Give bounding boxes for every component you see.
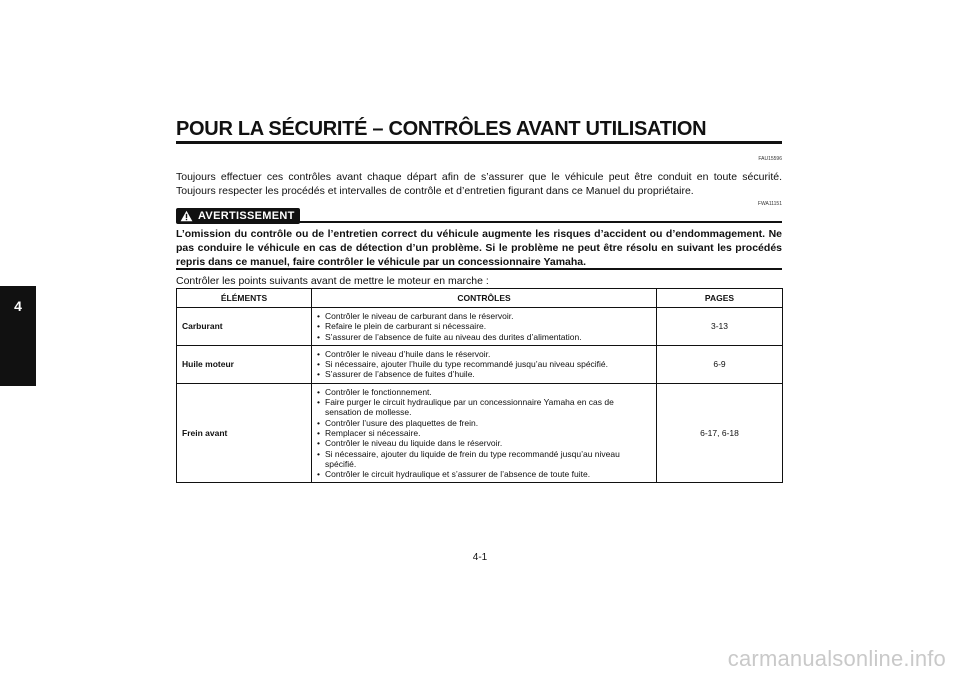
check-item: • Remplacer si nécessaire.	[317, 428, 651, 438]
page-number: 4-1	[472, 552, 488, 563]
section-tab	[0, 286, 36, 386]
warning-label: AVERTISSEMENT	[198, 210, 295, 222]
header-elements: ÉLÉMENTS	[177, 289, 312, 308]
table-row	[177, 383, 783, 483]
check-item: • Contrôler le fonctionnement.	[317, 387, 651, 397]
warning-rule	[296, 221, 782, 223]
check-item: • S’assurer de l’absence de fuites d’huile.	[317, 369, 651, 379]
warning-text: L’omission du contrôle ou de l’entretien correct du véhicule augmente les risques d’accident ou d’endommagement. Ne pas conduire le véhicule en cas de détection d’un problème. Si le problème ne peut être résolu en suivant les procédés repris dans ce manuel, faire contrôler le véhicule par un concessionnaire Yamaha.	[176, 228, 782, 268]
warning-bottom-rule	[176, 268, 782, 270]
checks-table	[176, 288, 783, 483]
check-item: • Si nécessaire, ajouter du liquide de frein du type recommandé jusqu’au niveau spécifié.	[317, 449, 651, 470]
title-rule	[176, 141, 782, 144]
warning-code: FWA11151	[757, 201, 782, 207]
check-item: • Contrôler le niveau de carburant dans le réservoir.	[317, 311, 651, 321]
check-item: • S’assurer de l’absence de fuite au niveau des durites d’alimentation.	[317, 332, 651, 342]
row-element: Carburant	[177, 308, 312, 346]
table-row	[177, 308, 783, 346]
section-tab-number: 4	[14, 298, 22, 314]
check-item: • Si nécessaire, ajouter l’huile du type recommandé jusqu’au niveau spécifié.	[317, 359, 651, 369]
check-item: • Contrôler l’usure des plaquettes de frein.	[317, 418, 651, 428]
table-row	[177, 345, 783, 383]
intro-code: FAU15596	[758, 156, 782, 162]
check-item: • Refaire le plein de carburant si nécessaire.	[317, 321, 651, 331]
table-header-row	[177, 289, 783, 308]
warning-triangle-icon	[180, 210, 193, 222]
row-pages: 3-13	[657, 308, 783, 346]
check-item: • Contrôler le niveau d’huile dans le réservoir.	[317, 349, 651, 359]
intro-paragraph: Toujours effectuer ces contrôles avant chaque départ afin de s’assurer que le véhicule peut être conduit en toute sécurité. Toujours respecter les procédés et intervalles de contrôle et d’entretien figurant dans ce Manuel du propriétaire.	[176, 171, 782, 197]
page-title: POUR LA SÉCURITÉ – CONTRÔLES AVANT UTILISATION	[176, 118, 707, 140]
watermark: carmanualsonline.info	[727, 646, 946, 671]
check-item: • Faire purger le circuit hydraulique par un concessionnaire Yamaha en cas de sensation de mollesse.	[317, 397, 651, 418]
row-pages: 6-17, 6-18	[657, 383, 783, 483]
row-checks	[312, 383, 657, 483]
row-checks	[312, 308, 657, 346]
header-checks: CONTRÔLES	[312, 289, 657, 308]
row-element: Huile moteur	[177, 345, 312, 383]
check-item: • Contrôler le niveau du liquide dans le réservoir.	[317, 438, 651, 448]
check-intro: Contrôler les points suivants avant de mettre le moteur en marche :	[176, 275, 489, 287]
warning-badge	[176, 208, 300, 224]
row-pages: 6-9	[657, 345, 783, 383]
check-item: • Contrôler le circuit hydraulique et s’assurer de l’absence de toute fuite.	[317, 469, 651, 479]
row-checks	[312, 345, 657, 383]
header-pages: PAGES	[657, 289, 783, 308]
row-element: Frein avant	[177, 383, 312, 483]
